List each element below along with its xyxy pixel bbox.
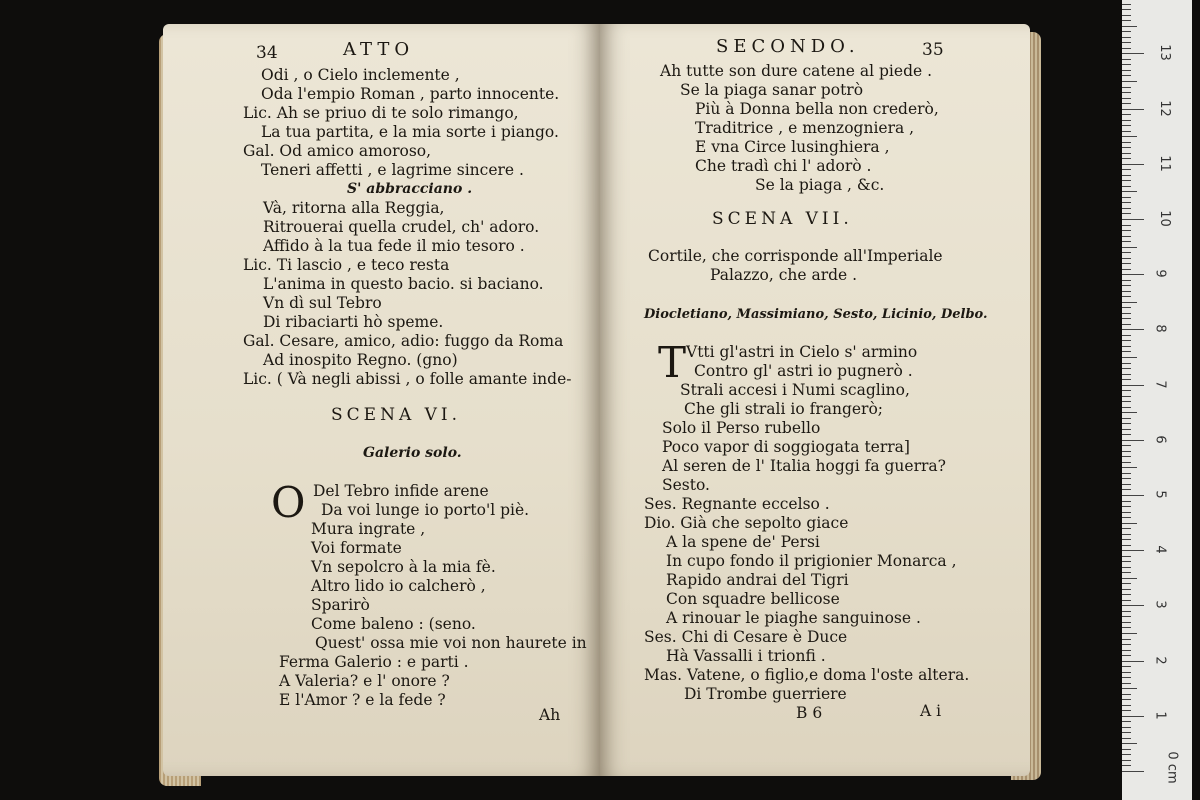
ruler-tick <box>1122 20 1131 21</box>
catchword: A i <box>920 702 942 720</box>
ruler-tick <box>1122 208 1131 209</box>
ruler-tick <box>1122 534 1131 535</box>
ruler-tick <box>1122 523 1137 524</box>
ruler-tick <box>1122 59 1131 60</box>
scene-heading: SCENA VI. <box>331 405 462 425</box>
text-line: Più à Donna bella non crederò, <box>695 100 939 118</box>
text-line: Oda l'empio Roman , parto innocente. <box>261 85 560 103</box>
text-line: Del Tebro infide arene <box>313 482 489 500</box>
ruler-tick <box>1122 683 1131 684</box>
text-line: La tua partita, e la mia sorte i piango. <box>261 123 559 141</box>
ruler-tick <box>1122 175 1131 176</box>
text-line: Quest' ossa mie voi non haurete in <box>315 634 587 652</box>
ruler-tick <box>1122 213 1131 214</box>
ruler-tick <box>1122 351 1131 352</box>
ruler-tick <box>1122 716 1144 717</box>
ruler-number: 4 <box>1152 545 1168 554</box>
ruler-tick <box>1122 478 1131 479</box>
ruler-tick <box>1122 109 1144 110</box>
ruler-tick <box>1122 186 1131 187</box>
drop-cap: O <box>271 478 306 527</box>
drop-cap: T <box>658 338 687 387</box>
text-line: Ferma Galerio : e parti . <box>279 653 469 671</box>
ruler-number: 10 <box>1156 210 1172 227</box>
text-line: Altro lido io calcherò , <box>311 577 486 595</box>
text-line: Strali accesi i Numi scaglino, <box>680 381 910 399</box>
ruler-tick <box>1122 407 1131 408</box>
ruler-number: 9 <box>1152 269 1168 278</box>
character-list: Diocletiano, Massimiano, Sesto, Licinio, Delbo. <box>644 307 988 322</box>
ruler-tick <box>1122 556 1131 557</box>
ruler-tick <box>1122 677 1131 678</box>
ruler-tick <box>1122 583 1131 584</box>
ruler-tick <box>1122 567 1131 568</box>
text-line: E vna Circe lusinghiera , <box>695 138 890 156</box>
text-line: Poco vapor di soggiogata terra] <box>662 438 910 456</box>
ruler-tick <box>1122 760 1131 761</box>
ruler-tick <box>1122 539 1131 540</box>
text-line: Traditrice , e menzogniera , <box>695 119 915 137</box>
ruler-tick <box>1122 754 1131 755</box>
ruler-tick <box>1122 688 1137 689</box>
text-line: Mas. Vatene, o figlio,e doma l'oste altera. <box>644 666 970 684</box>
ruler-tick <box>1122 114 1131 115</box>
ruler-tick <box>1122 721 1131 722</box>
text-line: Cortile, che corrisponde all'Imperiale <box>648 247 943 265</box>
text-line: Lic. Ah se priuo di te solo rimango, <box>243 104 519 122</box>
ruler-tick <box>1122 622 1131 623</box>
signature-mark: B 6 <box>796 704 823 722</box>
ruler-number: 13 <box>1156 44 1172 62</box>
text-line: Ses. Chi di Cesare è Duce <box>644 628 848 646</box>
ruler-tick <box>1122 103 1131 104</box>
ruler-tick <box>1122 639 1131 640</box>
ruler-tick <box>1122 528 1131 529</box>
text-line: Se la piaga sanar potrò <box>680 81 864 99</box>
ruler-tick <box>1122 633 1137 634</box>
text-line: A la spene de' Persi <box>666 533 820 551</box>
ruler-tick <box>1122 307 1131 308</box>
ruler-tick <box>1122 169 1131 170</box>
ruler-tick <box>1122 241 1131 242</box>
ruler-tick <box>1122 158 1131 159</box>
ruler-tick <box>1122 561 1131 562</box>
ruler-tick <box>1122 258 1131 259</box>
text-line: Odi , o Cielo inclemente , <box>261 66 460 84</box>
ruler-tick <box>1122 53 1144 54</box>
ruler-tick <box>1122 550 1144 551</box>
ruler-tick <box>1122 81 1137 82</box>
catchword: Ah <box>539 706 561 724</box>
ruler-tick <box>1122 329 1144 330</box>
ruler-unit-label: 0 cm <box>1164 751 1180 784</box>
ruler-number: 7 <box>1152 379 1168 389</box>
text-line: Vn dì sul Tebro <box>263 294 382 312</box>
ruler-tick <box>1122 153 1131 154</box>
text-line: Di ribaciarti hò speme. <box>263 313 444 331</box>
book <box>163 24 1033 784</box>
ruler-tick <box>1122 545 1131 546</box>
ruler-tick <box>1122 374 1131 375</box>
ruler-tick <box>1122 434 1131 435</box>
text-line: Con squadre bellicose <box>666 590 840 608</box>
ruler-tick <box>1122 131 1131 132</box>
ruler-tick <box>1122 324 1131 325</box>
ruler-tick <box>1122 611 1131 612</box>
ruler-number: 8 <box>1152 324 1168 334</box>
character-heading: Galerio solo. <box>363 445 462 461</box>
ruler-tick <box>1122 456 1131 457</box>
ruler-tick <box>1122 732 1131 733</box>
ruler-tick <box>1122 705 1131 706</box>
ruler-tick <box>1122 202 1131 203</box>
text-line: Lic. Ti lascio , e teco resta <box>243 256 450 274</box>
ruler-tick <box>1122 749 1131 750</box>
left-page <box>163 24 600 776</box>
text-line: In cupo fondo il prigionier Monarca , <box>666 552 957 570</box>
ruler-tick <box>1122 75 1131 76</box>
ruler-tick <box>1122 302 1137 303</box>
ruler-tick <box>1122 506 1131 507</box>
text-line: Ses. Regnante eccelso . <box>644 495 830 513</box>
text-line: Affido à la tua fede il mio tesoro . <box>263 237 525 255</box>
text-line: Vn sepolcro à la mia fè. <box>311 558 496 576</box>
ruler-tick <box>1122 164 1144 165</box>
ruler-tick <box>1122 627 1131 628</box>
ruler-tick <box>1122 296 1131 297</box>
ruler-tick <box>1122 313 1131 314</box>
measurement-ruler <box>1122 0 1192 800</box>
ruler-tick <box>1122 462 1131 463</box>
ruler-tick <box>1122 418 1131 419</box>
ruler-number: 3 <box>1152 600 1168 610</box>
text-line: Che tradì chi l' adorò . <box>695 157 872 175</box>
stage-direction: S' abbracciano . <box>347 181 473 197</box>
ruler-tick <box>1122 274 1144 275</box>
ruler-tick <box>1122 120 1131 121</box>
ruler-tick <box>1122 738 1131 739</box>
ruler-tick <box>1122 600 1131 601</box>
ruler-tick <box>1122 252 1131 253</box>
ruler-tick <box>1122 42 1131 43</box>
ruler-tick <box>1122 423 1131 424</box>
text-line: A Valeria? e l' onore ? <box>279 672 450 690</box>
ruler-tick <box>1122 616 1131 617</box>
ruler-tick <box>1122 346 1131 347</box>
text-line: Ritrouerai quella crudel, ch' adoro. <box>263 218 540 236</box>
text-line: Come baleno : (seno. <box>311 615 476 633</box>
text-line: Voi formate <box>311 539 402 557</box>
ruler-number: 1 <box>1152 711 1168 720</box>
right-running-head: SECONDO. <box>716 36 860 57</box>
ruler-tick <box>1122 396 1131 397</box>
ruler-tick <box>1122 4 1131 5</box>
ruler-tick <box>1122 473 1131 474</box>
ruler-tick <box>1122 650 1131 651</box>
ruler-tick <box>1122 379 1131 380</box>
ruler-tick <box>1122 412 1137 413</box>
ruler-tick <box>1122 727 1131 728</box>
ruler-number: 11 <box>1156 155 1172 172</box>
ruler-tick <box>1122 771 1144 772</box>
ruler-tick <box>1122 578 1137 579</box>
ruler-tick <box>1122 699 1131 700</box>
ruler-tick <box>1122 280 1131 281</box>
text-line: Solo il Perso rubello <box>662 419 821 437</box>
ruler-tick <box>1122 197 1131 198</box>
ruler-tick <box>1122 666 1131 667</box>
left-running-head: ATTO <box>343 39 415 60</box>
ruler-number: 2 <box>1152 655 1168 665</box>
ruler-tick <box>1122 269 1131 270</box>
text-line: Contro gl' astri io pugnerò . <box>694 362 913 380</box>
text-line: Se la piaga , &c. <box>755 176 885 194</box>
text-line: L'anima in questo bacio. si baciano. <box>263 275 544 293</box>
ruler-tick <box>1122 445 1131 446</box>
ruler-tick <box>1122 484 1131 485</box>
ruler-tick <box>1122 495 1144 496</box>
right-page <box>600 24 1030 776</box>
text-line: Palazzo, che arde . <box>710 266 858 284</box>
ruler-tick <box>1122 429 1131 430</box>
ruler-tick <box>1122 363 1131 364</box>
ruler-tick <box>1122 451 1131 452</box>
text-line: Gal. Od amico amoroso, <box>243 142 432 160</box>
ruler-tick <box>1122 517 1131 518</box>
ruler-tick <box>1122 263 1131 264</box>
ruler-tick <box>1122 26 1137 27</box>
text-line: Sparirò <box>311 596 370 614</box>
text-line: Hà Vassalli i trionfi . <box>666 647 826 665</box>
ruler-tick <box>1122 291 1131 292</box>
text-line: Mura ingrate , <box>311 520 426 538</box>
ruler-tick <box>1122 125 1131 126</box>
text-line: Che gli strali io frangerò; <box>684 400 884 418</box>
ruler-tick <box>1122 512 1131 513</box>
ruler-tick <box>1122 661 1144 662</box>
ruler-tick <box>1122 594 1131 595</box>
ruler-tick <box>1122 236 1131 237</box>
text-line: Al seren de l' Italia hoggi fa guerra? <box>662 457 946 475</box>
ruler-tick <box>1122 225 1131 226</box>
ruler-tick <box>1122 401 1131 402</box>
ruler-tick <box>1122 655 1131 656</box>
ruler-tick <box>1122 501 1131 502</box>
text-line: Di Trombe guerriere <box>684 685 847 703</box>
text-line: E l'Amor ? e la fede ? <box>279 691 446 709</box>
ruler-tick <box>1122 285 1131 286</box>
ruler-tick <box>1122 694 1131 695</box>
ruler-tick <box>1122 147 1131 148</box>
ruler-tick <box>1122 180 1131 181</box>
text-line: Sesto. <box>662 476 710 494</box>
ruler-tick <box>1122 64 1131 65</box>
ruler-tick <box>1122 340 1131 341</box>
text-line: Gal. Cesare, amico, adio: fuggo da Roma <box>243 332 564 350</box>
ruler-tick <box>1122 318 1131 319</box>
left-page-number: 34 <box>256 43 278 63</box>
ruler-tick <box>1122 48 1131 49</box>
ruler-tick <box>1122 9 1131 10</box>
text-line: Dio. Già che sepolto giace <box>644 514 849 532</box>
ruler-tick <box>1122 390 1131 391</box>
ruler-tick <box>1122 605 1144 606</box>
text-line: Ad inospito Regno. (gno) <box>263 351 458 369</box>
scene-heading: SCENA VII. <box>712 209 853 229</box>
ruler-tick <box>1122 136 1137 137</box>
ruler-tick <box>1122 440 1144 441</box>
ruler-tick <box>1122 765 1131 766</box>
ruler-tick <box>1122 31 1131 32</box>
ruler-tick <box>1122 70 1131 71</box>
ruler-tick <box>1122 489 1131 490</box>
ruler-tick <box>1122 357 1137 358</box>
ruler-tick <box>1122 335 1131 336</box>
ruler-tick <box>1122 467 1137 468</box>
text-line: Ah tutte son dure catene al piede . <box>660 62 933 80</box>
ruler-number: 12 <box>1156 99 1172 117</box>
ruler-tick <box>1122 92 1131 93</box>
ruler-tick <box>1122 87 1131 88</box>
text-line: Vtti gl'astri in Cielo s' armino <box>686 343 918 361</box>
text-line: Teneri affetti , e lagrime sincere . <box>261 161 524 179</box>
ruler-tick <box>1122 247 1137 248</box>
text-line: Lic. ( Và negli abissi , o folle amante inde- <box>243 370 572 388</box>
text-line: Rapido andrai del Tigri <box>666 571 849 589</box>
ruler-tick <box>1122 672 1131 673</box>
ruler-tick <box>1122 142 1131 143</box>
ruler-tick <box>1122 743 1137 744</box>
ruler-tick <box>1122 710 1131 711</box>
ruler-tick <box>1122 191 1137 192</box>
ruler-tick <box>1122 219 1144 220</box>
ruler-tick <box>1122 98 1131 99</box>
ruler-tick <box>1122 230 1131 231</box>
ruler-tick <box>1122 37 1131 38</box>
text-line: Da voi lunge io porto'l piè. <box>321 501 530 519</box>
right-page-number: 35 <box>922 40 944 60</box>
text-line: Và, ritorna alla Reggia, <box>263 199 445 217</box>
ruler-tick <box>1122 15 1131 16</box>
ruler-number: 6 <box>1152 435 1168 444</box>
ruler-tick <box>1122 385 1144 386</box>
ruler-tick <box>1122 589 1131 590</box>
text-line: A rinouar le piaghe sanguinose . <box>666 609 921 627</box>
ruler-tick <box>1122 368 1131 369</box>
ruler-tick <box>1122 572 1131 573</box>
ruler-number: 5 <box>1152 490 1168 499</box>
ruler-tick <box>1122 644 1131 645</box>
